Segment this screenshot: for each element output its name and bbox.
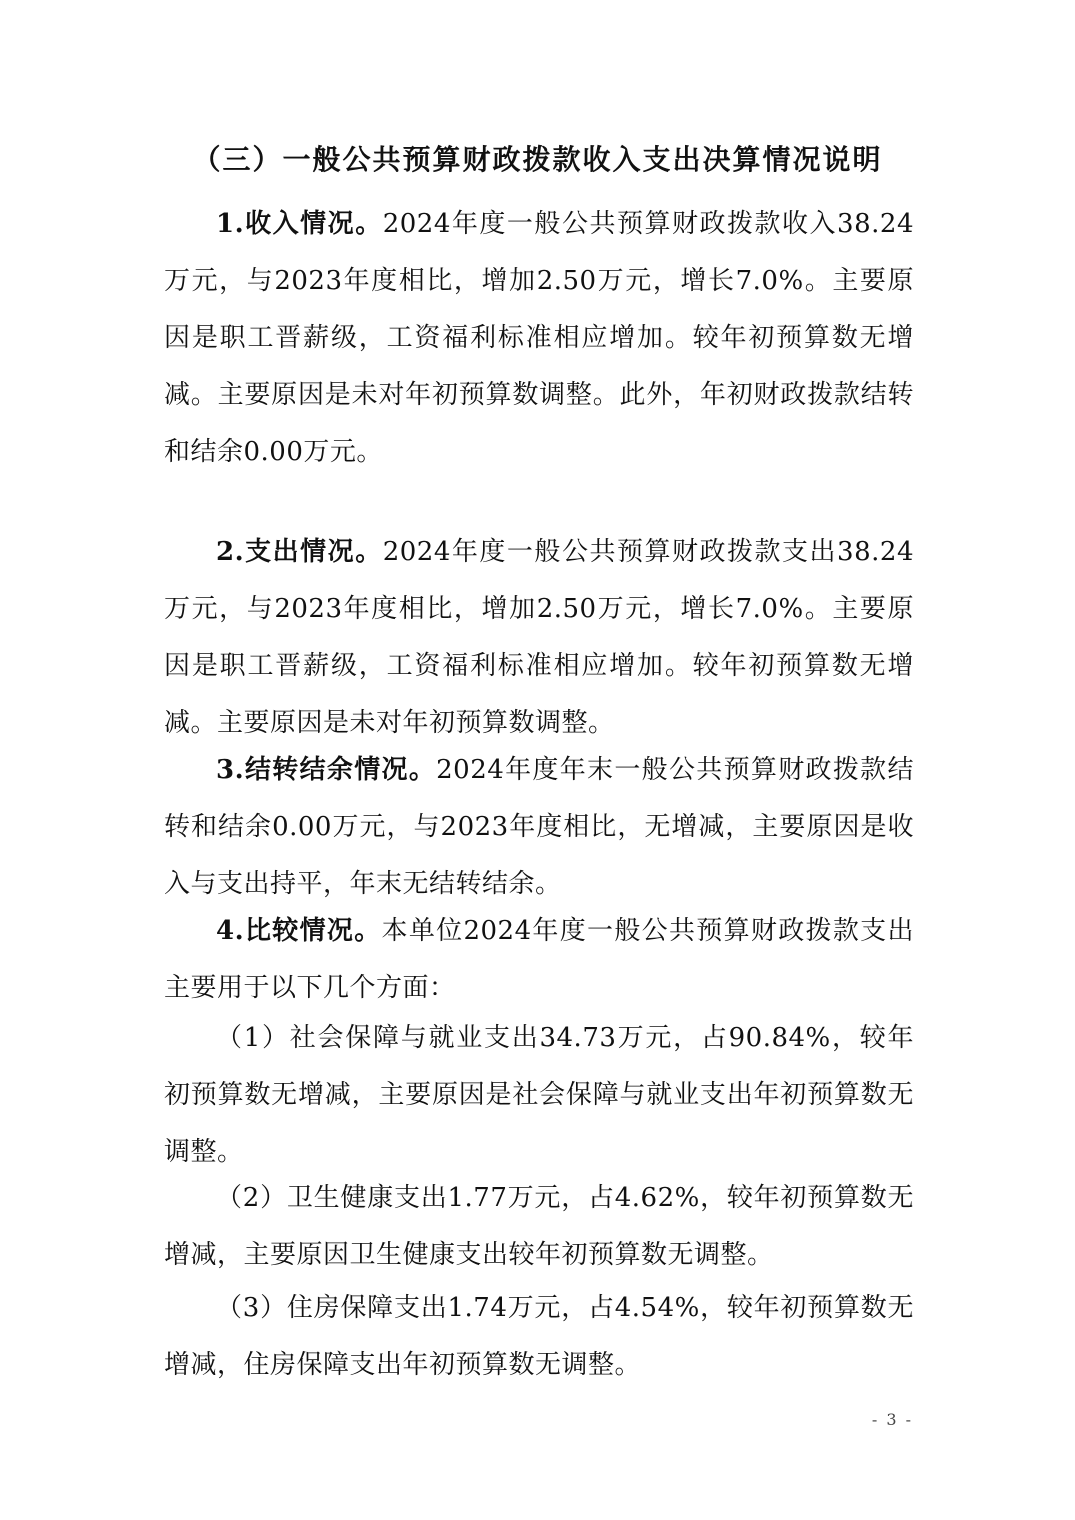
list-item-social-security xyxy=(164,1010,914,1181)
paragraph-expenditure xyxy=(164,524,914,752)
paragraph-body: 2024年度一般公共预算财政拨款收入38.24万元，与2023年度相比，增加2.50万元，增长7.0%。主要原因是职工晋薪级，工资福利标准相应增加。较年初预算数无增减。主要原因是未对年初预算数调整。此外，年初财政拨款结转和结余0.00万元。 xyxy=(164,209,914,467)
paragraph-body: 2024年度一般公共预算财政拨款支出38.24万元，与2023年度相比，增加2.50万元，增长7.0%。主要原因是职工晋薪级，工资福利标准相应增加。较年初预算数无增减。主要原因是未对年初预算数调整。 xyxy=(164,537,914,738)
list-item-health xyxy=(164,1170,914,1284)
page-number: - 3 - xyxy=(871,1410,913,1429)
list-item-body: （1）社会保障与就业支出34.73万元，占90.84%，较年初预算数无增减，主要原因是社会保障与就业支出年初预算数无调整。 xyxy=(164,1023,914,1167)
list-item-body: （2）卫生健康支出1.77万元，占4.62%，较年初预算数无增减，主要原因卫生健康支出较年初预算数无调整。 xyxy=(164,1183,914,1270)
paragraph-body: 本单位2024年度一般公共预算财政拨款支出主要用于以下几个方面： xyxy=(164,916,914,1003)
paragraph-lead: 2.支出情况。 xyxy=(216,537,383,567)
paragraph-comparison xyxy=(164,903,914,1017)
paragraph-carryover xyxy=(164,742,914,913)
paragraph-income xyxy=(164,196,914,481)
list-item-body: （3）住房保障支出1.74万元，占4.54%，较年初预算数无增减，住房保障支出年初预算数无调整。 xyxy=(164,1293,914,1380)
section-title: （三）一般公共预算财政拨款收入支出决算情况说明 xyxy=(192,143,883,176)
paragraph-lead: 1.收入情况。 xyxy=(216,209,383,239)
paragraph-lead: 4.比较情况。 xyxy=(216,916,382,946)
list-item-housing xyxy=(164,1280,914,1394)
paragraph-body: 2024年度年末一般公共预算财政拨款结转和结余0.00万元，与2023年度相比，无增减，主要原因是收入与支出持平，年末无结转结余。 xyxy=(164,755,914,899)
paragraph-lead: 3.结转结余情况。 xyxy=(216,755,437,785)
